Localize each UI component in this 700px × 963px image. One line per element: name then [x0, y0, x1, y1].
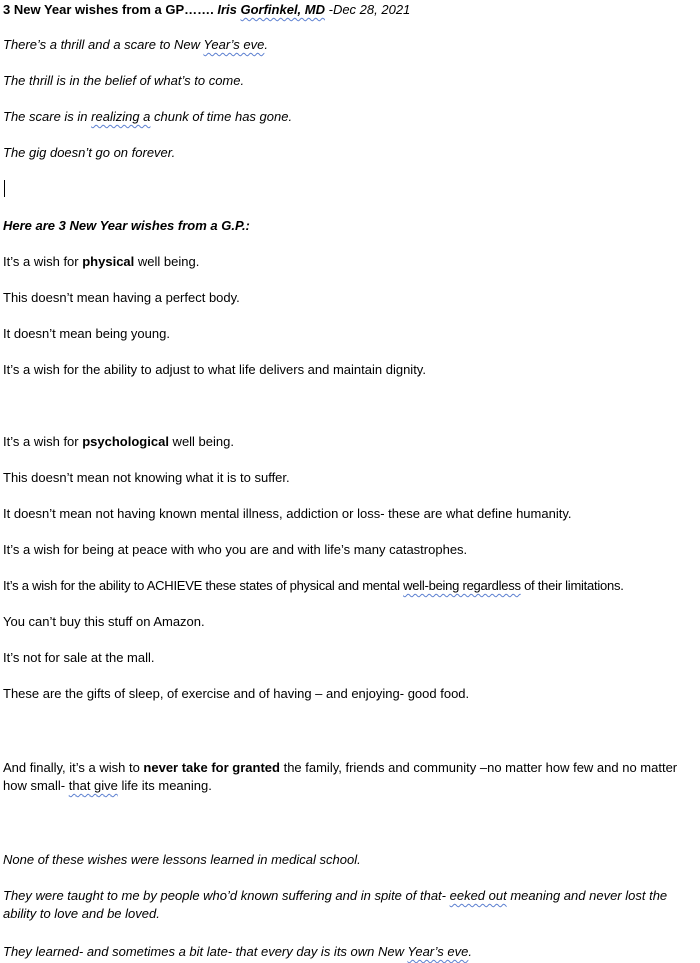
psych-line-6: You can’t buy this stuff on Amazon.: [3, 614, 205, 629]
closing-line-2: They were taught to me by people who’d known suffering and in spite of that- eeked out meaning and never lost the ability to love and be loved.: [3, 888, 668, 921]
physical-line-3: It doesn’t mean being young.: [3, 326, 170, 341]
psych-line-7: It’s not for sale at the mall.: [3, 650, 155, 665]
author-name: Iris Gorfinkel, MD: [217, 2, 325, 17]
intro-line-3: The scare is in realizing a chunk of time has gone.: [3, 109, 293, 124]
intro-line-1: There’s a thrill and a scare to New Year’s eve.: [3, 37, 268, 52]
physical-line-1: It’s a wish for physical well being.: [3, 254, 200, 269]
closing-line-1: None of these wishes were lessons learned in medical school.: [3, 852, 361, 867]
psych-line-4: It’s a wish for being at peace with who you are and with life’s many catastrophes.: [3, 542, 468, 557]
text-cursor: [4, 180, 5, 197]
post-date: -Dec 28, 2021: [325, 2, 411, 17]
intro-line-2: The thrill is in the belief of what’s to come.: [3, 73, 245, 88]
closing-line-3: They learned- and sometimes a bit late- that every day is its own New Year’s eve.: [3, 944, 472, 959]
physical-line-4: It’s a wish for the ability to adjust to what life delivers and maintain dignity.: [3, 362, 426, 377]
physical-line-2: This doesn’t mean having a perfect body.: [3, 290, 240, 305]
finally-paragraph: And finally, it’s a wish to never take for granted the family, friends and community –no matter how few and no matter how small- that give life its meaning.: [3, 760, 678, 793]
title-line: [3, 1, 410, 19]
psych-line-8: These are the gifts of sleep, of exercise and of having – and enjoying- good food.: [3, 686, 470, 701]
psych-line-5: It’s a wish for the ability to ACHIEVE these states of physical and mental well-being regardless of their limitations.: [3, 578, 624, 593]
psych-line-2: This doesn’t mean not knowing what it is to suffer.: [3, 470, 290, 485]
intro-line-4: The gig doesn’t go on forever.: [3, 145, 176, 160]
wishes-heading: Here are 3 New Year wishes from a G.P.:: [3, 218, 250, 233]
psych-line-3: It doesn’t mean not having known mental illness, addiction or loss- these are what define humanity.: [3, 506, 572, 521]
psych-line-1: It’s a wish for psychological well being.: [3, 434, 234, 449]
title-text: 3 New Year wishes from a GP…….: [3, 2, 218, 17]
